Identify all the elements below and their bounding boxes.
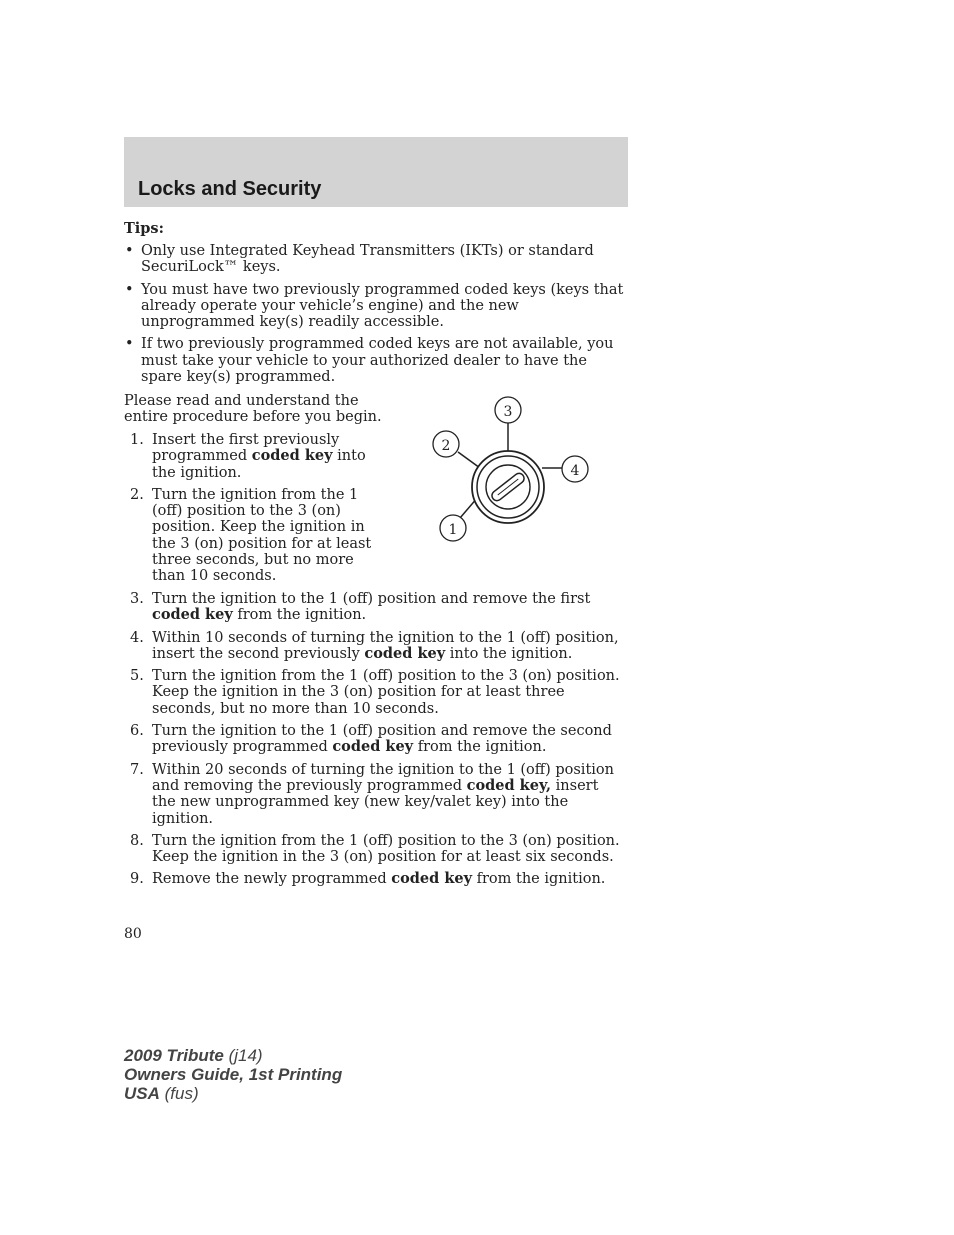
- tips-heading: Tips:: [124, 220, 164, 237]
- procedure-step: [124, 487, 384, 585]
- step-text: from the ignition.: [232, 607, 367, 624]
- step-text: from the ignition.: [472, 871, 606, 888]
- step-text: Insert the first previously programmed: [152, 432, 340, 465]
- footer-line-edition: Owners Guide, 1st Printing: [124, 1065, 343, 1084]
- procedure-step: [124, 630, 624, 663]
- procedure-step: [124, 833, 624, 866]
- step-text: from the ignition.: [413, 739, 547, 756]
- ignition-cylinder-icon: [458, 422, 563, 523]
- step-text: Turn the ignition from the 1 (off) position to the 3 (on) position. Keep the ignition in the 3 (on) position for at least six seconds.: [152, 832, 620, 866]
- procedure-step: [124, 871, 624, 887]
- footer-model-code: (j14): [223, 1046, 263, 1065]
- section-header-band: [124, 137, 628, 207]
- step-emphasis: coded key,: [466, 776, 552, 794]
- step-number: 3.: [130, 591, 144, 607]
- step-number: 8.: [130, 832, 144, 849]
- procedure-step: [124, 591, 624, 624]
- procedure-step: [124, 432, 384, 481]
- step-text: insert the new unprogrammed key (new key/valet key) into the ignition.: [152, 777, 599, 827]
- tip-item: [124, 336, 624, 385]
- procedure-steps-narrow: [124, 432, 384, 591]
- step-number: 9.: [130, 871, 144, 888]
- step-text: Remove the newly programmed: [152, 871, 392, 888]
- footer-market: USA: [124, 1084, 160, 1103]
- bullet-icon: •: [125, 281, 134, 298]
- tip-text: You must have two previously programmed coded keys (keys that already operate your vehicle’s engine) and the new unprogrammed key(s) readily accessible.: [141, 281, 624, 331]
- position-1-label: 1: [448, 522, 458, 538]
- tip-text: Only use Integrated Keyhead Transmitters (IKTs) or standard SecuriLock™ keys.: [141, 243, 594, 276]
- tip-text: If two previously programmed coded keys are not available, you must take your vehicle to your authorized dealer to have the spare key(s) programmed.: [141, 336, 614, 386]
- step-text: Turn the ignition to the 1 (off) position and remove the first: [152, 591, 591, 607]
- step-text: into the ignition.: [445, 645, 573, 662]
- procedure-step: [124, 668, 624, 717]
- footer-line-model: [124, 1046, 342, 1065]
- step-number: 1.: [130, 432, 144, 448]
- tips-list: [124, 243, 624, 391]
- step-number: 6.: [130, 723, 144, 740]
- step-number: 7.: [130, 761, 144, 778]
- page-number: 80: [124, 926, 142, 942]
- step-text: Turn the ignition from the 1 (off) position to the 3 (on) position. Keep the ignition in the 3 (on) position for at least three seconds, but no more than 10 seconds.: [152, 668, 620, 717]
- step-text: Within 20 seconds of turning the ignition to the 1 (off) position and removing the previously programmed: [152, 761, 614, 794]
- procedure-steps-wide: [124, 591, 624, 894]
- bullet-icon: •: [125, 336, 134, 353]
- step-number: 2.: [130, 486, 144, 503]
- footer-line-market: [124, 1084, 342, 1103]
- step-text: Turn the ignition to the 1 (off) position and remove the second previously programmed: [152, 723, 612, 756]
- document-footer: [124, 1046, 342, 1103]
- procedure-step: [124, 762, 624, 827]
- step-emphasis: coded key: [332, 738, 414, 756]
- step-number: 4.: [130, 629, 144, 646]
- step-emphasis: coded key: [391, 870, 473, 888]
- step-emphasis: coded key: [364, 644, 446, 662]
- tip-item: [124, 282, 624, 331]
- step-emphasis: coded key: [251, 447, 333, 465]
- tip-item: [124, 243, 624, 276]
- footer-model: 2009 Tribute: [124, 1046, 224, 1065]
- step-text: Within 10 seconds of turning the ignition to the 1 (off) position, insert the second previously: [152, 629, 619, 662]
- step-text: Turn the ignition from the 1 (off) position to the 3 (on) position. Keep the ignition in the 3 (on) position for at least three seconds, but no more than 10 seconds.: [152, 486, 372, 585]
- section-title: Locks and Security: [138, 178, 322, 200]
- position-4-label: 4: [570, 463, 580, 479]
- footer-market-code: (fus): [159, 1084, 199, 1103]
- ignition-diagram: [420, 390, 620, 550]
- bullet-icon: •: [125, 243, 134, 259]
- step-text: into the ignition.: [152, 448, 366, 481]
- procedure-intro: Please read and understand the entire procedure before you begin.: [124, 393, 382, 426]
- procedure-step: [124, 723, 624, 756]
- step-number: 5.: [130, 668, 144, 685]
- step-emphasis: coded key: [152, 606, 233, 624]
- position-3-label: 3: [503, 404, 513, 420]
- position-2-label: 2: [441, 438, 451, 454]
